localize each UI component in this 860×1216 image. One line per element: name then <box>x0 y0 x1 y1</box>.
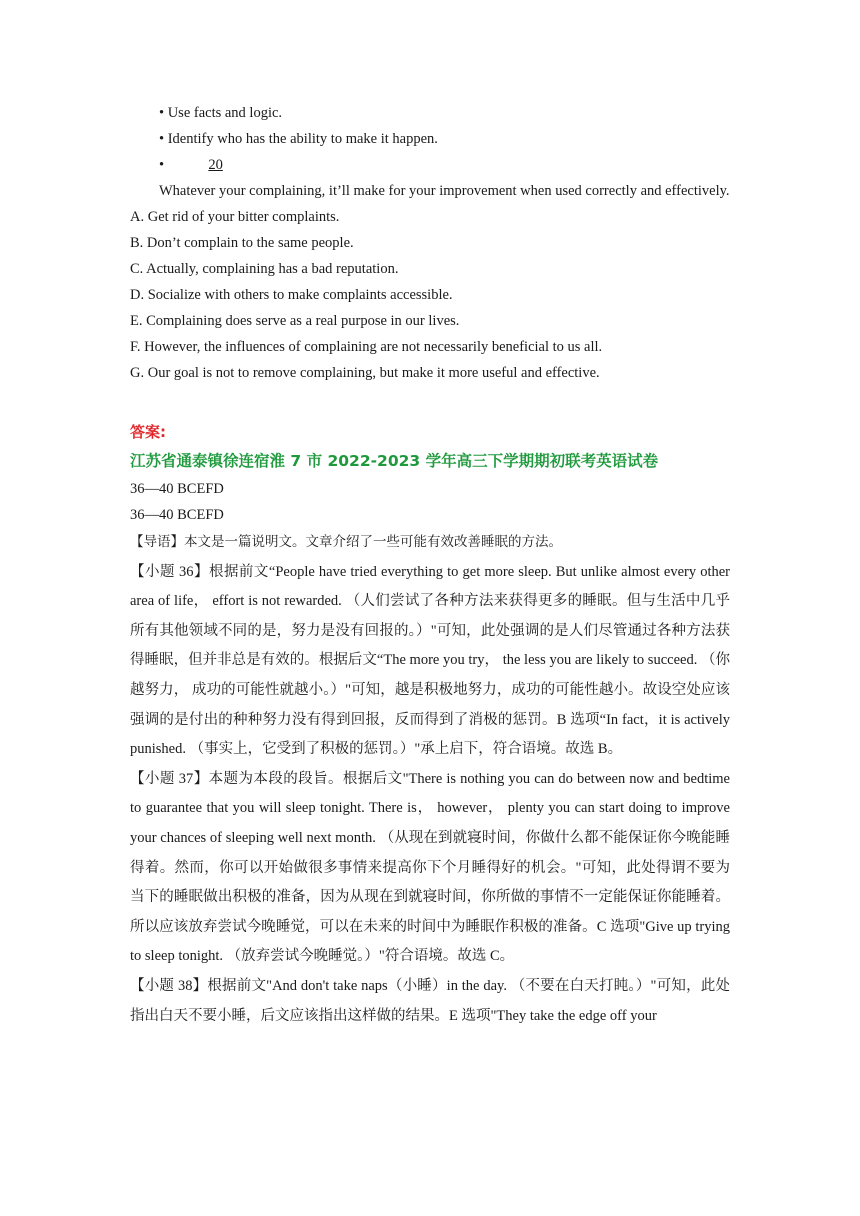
explanation-q38: 【小题 38】根据前文"And don't take naps（小睡）in the day. （不要在白天打盹。）"可知，此处指出白天不要小睡，后文应该指出这样做的结果。E 选项"They take the edge off your <box>130 977 730 1024</box>
option-a: A. Get rid of your bitter complaints. <box>130 209 340 225</box>
guide-paragraph: 【导语】本文是一篇说明文。文章介绍了一些可能有效改善睡眠的方法。 <box>130 534 562 550</box>
closing-paragraph: Whatever your complaining, it’ll make for your improvement when used correctly and effectively. <box>159 183 730 199</box>
bullet-glyph: • <box>159 105 165 121</box>
option-e: E. Complaining does serve as a real purpose in our lives. <box>130 313 460 329</box>
bullet-text: Identify who has the ability to make it happen. <box>167 131 438 147</box>
bullet-text: Use facts and logic. <box>167 105 283 121</box>
bullet-item-blank <box>130 152 730 178</box>
option-c: C. Actually, complaining has a bad reputation. <box>130 261 399 277</box>
option-b: B. Don’t complain to the same people. <box>130 235 354 251</box>
bullet-glyph: • <box>159 131 165 147</box>
bullet-item <box>130 126 730 152</box>
answer-key-line: 36—40 BCEFD <box>130 507 224 523</box>
answer-key-line: 36—40 BCEFD <box>130 481 224 497</box>
answer-heading: 答案: <box>130 423 166 441</box>
option-g: G. Our goal is not to remove complaining, but make it more useful and effective. <box>130 365 600 381</box>
option-d: D. Socialize with others to make complaints accessible. <box>130 287 453 303</box>
option-f: F. However, the influences of complaining are not necessarily beneficial to us all. <box>130 339 603 355</box>
answer-blank-20: 20 <box>208 157 223 173</box>
answer-section <box>130 418 730 1031</box>
source-title: 江苏省通泰镇徐连宿淮 7 市 2022-2023 学年高三下学期期初联考英语试卷 <box>130 452 659 470</box>
document-page <box>130 100 730 1031</box>
section-spacer <box>130 386 730 412</box>
question-section <box>130 100 730 386</box>
explanation-q36: 【小题 36】根据前文“People have tried everything to get more sleep. But unlike almost every other area of life， effort is not rewarded. （人们尝试了各种方法来获得更多的睡眠。但与生活中几乎所有其他领域不同的是，努力是没有回报的。）"可知，此处强调的是人们尽管通过各种方法获得睡眠，但并非总是有效的。根据后文“The more you try， the less you are likely to succeed. （你越努力， 成功的可能性就越小。）"可知，越是积极地努力，成功的可能性越小。故设空处应该强调的是付出的种种努力没有得到回报，反而得到了消极的惩罚。B 选项“In fact，it is actively punished. （事实上，它受到了积极的惩罚。）"承上启下，符合语境。故选 B。 <box>130 563 730 758</box>
bullet-item <box>130 100 730 126</box>
bullet-glyph: • <box>159 157 165 173</box>
explanation-q37: 【小题 37】本题为本段的段旨。根据后文"There is nothing you can do between now and bedtime to guarantee that you will sleep tonight. There is， however， plenty you can start doing to improve your chances of sleeping well next month. （从现在到就寝时间，你做什么都不能保证你今晚能睡得着。然而，你可以开始做很多事情来提高你下个月睡得好的机会。"可知，此处得谓不要为当下的睡眠做出积极的准备，因为从现在到就寝时间，你所做的事情不一定能保证你能睡着。所以应该放弃尝试今晚睡觉，可以在未来的时间中为睡眠作积极的准备。C 选项"Give up trying to sleep tonight. （放弃尝试今晚睡觉。）"符合语境。故选 C。 <box>130 770 730 965</box>
